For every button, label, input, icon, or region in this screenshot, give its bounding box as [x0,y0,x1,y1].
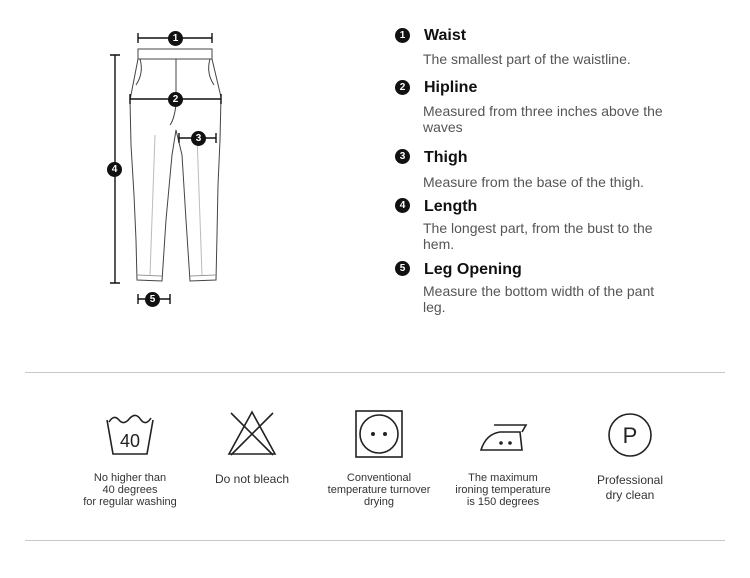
length-description: The longest part, from the bust to the hem. [423,220,653,252]
marker-waist: 1 [168,31,183,46]
waist-number: 1 [395,28,410,43]
pants-crease-left [150,135,155,275]
divider-top [25,372,725,373]
leg-opening-title: Leg Opening [424,261,522,278]
waist-description: The smallest part of the waistline. [423,51,631,67]
pants-crease-right [197,135,202,275]
hipline-number: 2 [395,80,410,95]
waist-title: Waist [424,27,467,44]
tumble-dry-icon [355,410,403,458]
iron-label: The maximum ironing temperature is 150 degrees [455,472,551,508]
tumble-dry-label: Conventional temperature turnover drying [327,472,431,508]
thigh-description: Measure from the base of the thigh. [423,174,645,190]
hipline-description: Measured from three inches above the waves [423,103,663,135]
thigh-title: Thigh [424,149,468,166]
dry-clean-letter: P [622,423,638,448]
professional-dry-clean-icon [607,412,653,458]
do-not-bleach-icon [226,409,278,457]
wash-40-icon [105,408,155,456]
wash-temperature: 40 [119,431,141,451]
divider-bottom [25,540,725,541]
marker-leg-opening: 5 [145,292,160,307]
pants-waistband [138,49,212,59]
hipline-title: Hipline [424,79,478,96]
iron-150-icon [478,418,532,454]
leg-opening-description: Measure the bottom width of the pant leg. [423,283,655,315]
marker-thigh: 3 [191,131,206,146]
length-number: 4 [395,198,410,213]
wash-label: No higher than 40 degrees for regular washing [83,472,177,508]
thigh-number: 3 [395,149,410,164]
marker-hipline: 2 [168,92,183,107]
dry-clean-label: Professional dry clean [596,473,664,502]
length-title: Length [424,198,478,215]
bleach-label: Do not bleach [214,472,290,486]
leg-opening-number: 5 [395,261,410,276]
marker-length: 4 [107,162,122,177]
pants-cuff [137,275,216,276]
